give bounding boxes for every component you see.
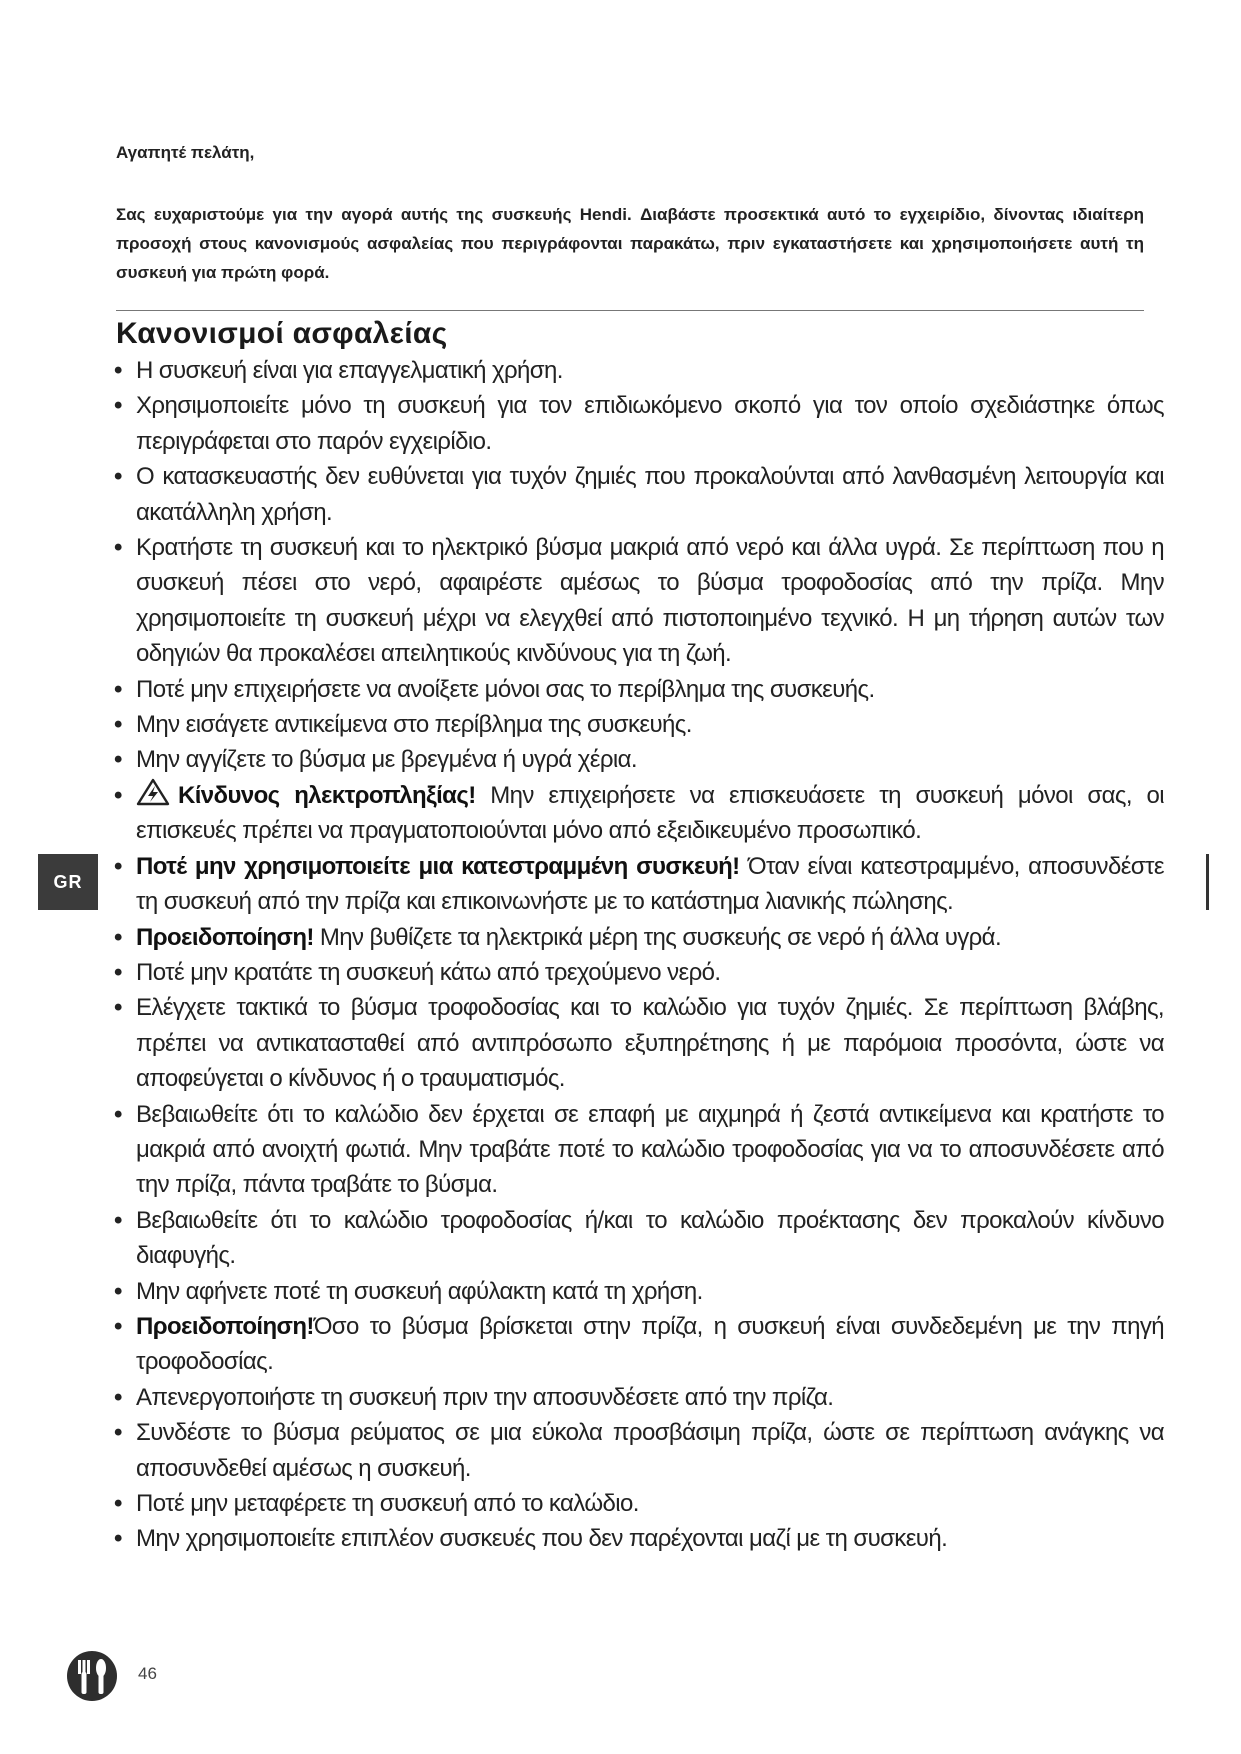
section-heading: Κανονισμοί ασφαλείας [116, 317, 448, 350]
section-divider [116, 310, 1144, 311]
warning-label: Προειδοποίηση! [136, 923, 314, 951]
bullet: • [114, 852, 122, 880]
list-item: • Απενεργοποιήστε τη συσκευή πριν την αποσυνδέσετε από την πρίζα. [114, 1380, 1164, 1415]
list-item: • Ποτέ μην χρησιμοποιείτε μια κατεστραμμένη συσκευή! Όταν είναι κατεστραμμένο, αποσυνδέστε τη συσκευή από την πρίζα και επικοινωνήστε με το κατάστημα λιανικής πώλησης. [114, 849, 1164, 920]
electric-hazard-warning-icon [136, 778, 170, 806]
warning-label: Προειδοποίηση! [136, 1312, 314, 1340]
cutlery-logo-icon [66, 1650, 118, 1702]
bullet: • [114, 746, 122, 774]
bullet: • [114, 994, 122, 1022]
bullet: • [114, 392, 122, 420]
warning-label: Ποτέ μην χρησιμοποιείτε μια κατεστραμμένη συσκευή! [136, 852, 740, 880]
list-item: • Χρησιμοποιείτε μόνο τη συσκευή για τον επιδιωκόμενο σκοπό για τον οποίο σχεδιάστηκε όπως περιγράφεται στο παρόν εγχειρίδιο. [114, 388, 1164, 459]
safety-rules-list [114, 353, 1164, 1557]
bullet: • [114, 1206, 122, 1234]
warning-label: Κίνδυνος ηλεκτροπληξίας! [178, 781, 476, 809]
list-item: • Ποτέ μην επιχειρήσετε να ανοίξετε μόνοι σας το περίβλημα της συσκευής. [114, 672, 1164, 707]
list-item: • Προειδοποίηση!Όσο το βύσμα βρίσκεται στην πρίζα, η συσκευή είναι συνδεδεμένη με την πηγή τροφοδοσίας. [114, 1309, 1164, 1380]
bullet: • [114, 781, 122, 809]
bullet: • [114, 1312, 122, 1340]
list-item: • Βεβαιωθείτε ότι το καλώδιο τροφοδοσίας ή/και το καλώδιο προέκτασης δεν προκαλούν κίνδυνο διαφυγής. [114, 1203, 1164, 1274]
bullet: • [114, 1383, 122, 1411]
bullet: • [114, 463, 122, 491]
bullet: • [114, 923, 122, 951]
list-item: • Βεβαιωθείτε ότι το καλώδιο δεν έρχεται σε επαφή με αιχμηρά ή ζεστά αντικείμενα και κρατήστε το μακριά από ανοιχτή φωτιά. Μην τραβάτε ποτέ το καλώδιο τροφοδοσίας για να το αποσυνδέσετε από την πρίζα, πάντα τραβάτε το βύσμα. [114, 1097, 1164, 1203]
list-item: • Ποτέ μην μεταφέρετε τη συσκευή από το καλώδιο. [114, 1486, 1164, 1521]
list-item: • Προειδοποίηση! Μην βυθίζετε τα ηλεκτρικά μέρη της συσκευής σε νερό ή άλλα υγρά. [114, 920, 1164, 955]
list-item: • Ο κατασκευαστής δεν ευθύνεται για τυχόν ζημιές που προκαλούνται από λανθασμένη λειτουργία και ακατάλληλη χρήση. [114, 459, 1164, 530]
language-tab: GR [38, 854, 98, 910]
bullet: • [114, 1525, 122, 1553]
page-number: 46 [138, 1664, 157, 1683]
bullet: • [114, 711, 122, 739]
list-item: • Η συσκευή είναι για επαγγελματική χρήση. [114, 353, 1164, 388]
list-item: • Μην εισάγετε αντικείμενα στο περίβλημα της συσκευής. [114, 707, 1164, 742]
list-item: • Ποτέ μην κρατάτε τη συσκευή κάτω από τρεχούμενο νερό. [114, 955, 1164, 990]
list-item: • Μην αφήνετε ποτέ τη συσκευή αφύλακτη κατά τη χρήση. [114, 1274, 1164, 1309]
bullet: • [114, 1419, 122, 1447]
bullet: • [114, 357, 122, 384]
bullet: • [114, 675, 122, 703]
side-marker [1206, 854, 1209, 910]
bullet: • [114, 1490, 122, 1517]
list-item: • Κίνδυνος ηλεκτροπληξίας! Μην επιχειρήσετε να επισκευάσετε τη συσκευή μόνοι σας, οι επισκευές πρέπει να πραγματοποιούνται μόνο από εξειδικευμένο προσωπικό. [114, 778, 1164, 849]
bullet: • [114, 958, 122, 986]
bullet: • [114, 534, 122, 562]
list-item: • Ελέγχετε τακτικά το βύσμα τροφοδοσίας και το καλώδιο για τυχόν ζημιές. Σε περίπτωση βλάβης, πρέπει να αντικατασταθεί από αντιπρόσωπο εξυπηρέτησης ή με παρόμοια προσόντα, ώστε να αποφεύγεται ο κίνδυνος ή ο τραυματισμός. [114, 990, 1164, 1096]
bullet: • [114, 1277, 122, 1305]
bullet: • [114, 1100, 122, 1128]
greeting: Αγαπητέ πελάτη, [116, 143, 255, 162]
list-item: • Μην αγγίζετε το βύσμα με βρεγμένα ή υγρά χέρια. [114, 742, 1164, 777]
list-item: • Μην χρησιμοποιείτε επιπλέον συσκευές που δεν παρέχονται μαζί με τη συσκευή. [114, 1521, 1164, 1556]
list-item: • Συνδέστε το βύσμα ρεύματος σε μια εύκολα προσβάσιμη πρίζα, ώστε σε περίπτωση ανάγκης να αποσυνδεθεί αμέσως η συσκευή. [114, 1415, 1164, 1486]
intro-paragraph: Σας ευχαριστούμε για την αγορά αυτής της συσκευής Hendi. Διαβάστε προσεκτικά αυτό το εγχειρίδιο, δίνοντας ιδιαίτερη προσοχή στους κανονισμούς ασφαλείας που περιγράφονται παρακάτω, πριν εγκαταστήσετε και χρησιμοποιήσετε αυτή τη συσκευή για πρώτη φορά. [116, 205, 1144, 282]
list-item: • Κρατήστε τη συσκευή και το ηλεκτρικό βύσμα μακριά από νερό και άλλα υγρά. Σε περίπτωση που η συσκευή πέσει στο νερό, αφαιρέστε αμέσως το βύσμα τροφοδοσίας από την πρίζα. Μην χρησιμοποιείτε τη συσκευή μέχρι να ελεγχθεί από πιστοποιημένο τεχνικό. Η μη τήρηση αυτών των οδηγιών θα προκαλέσει απειλητικούς κινδύνους για τη ζωή. [114, 530, 1164, 672]
